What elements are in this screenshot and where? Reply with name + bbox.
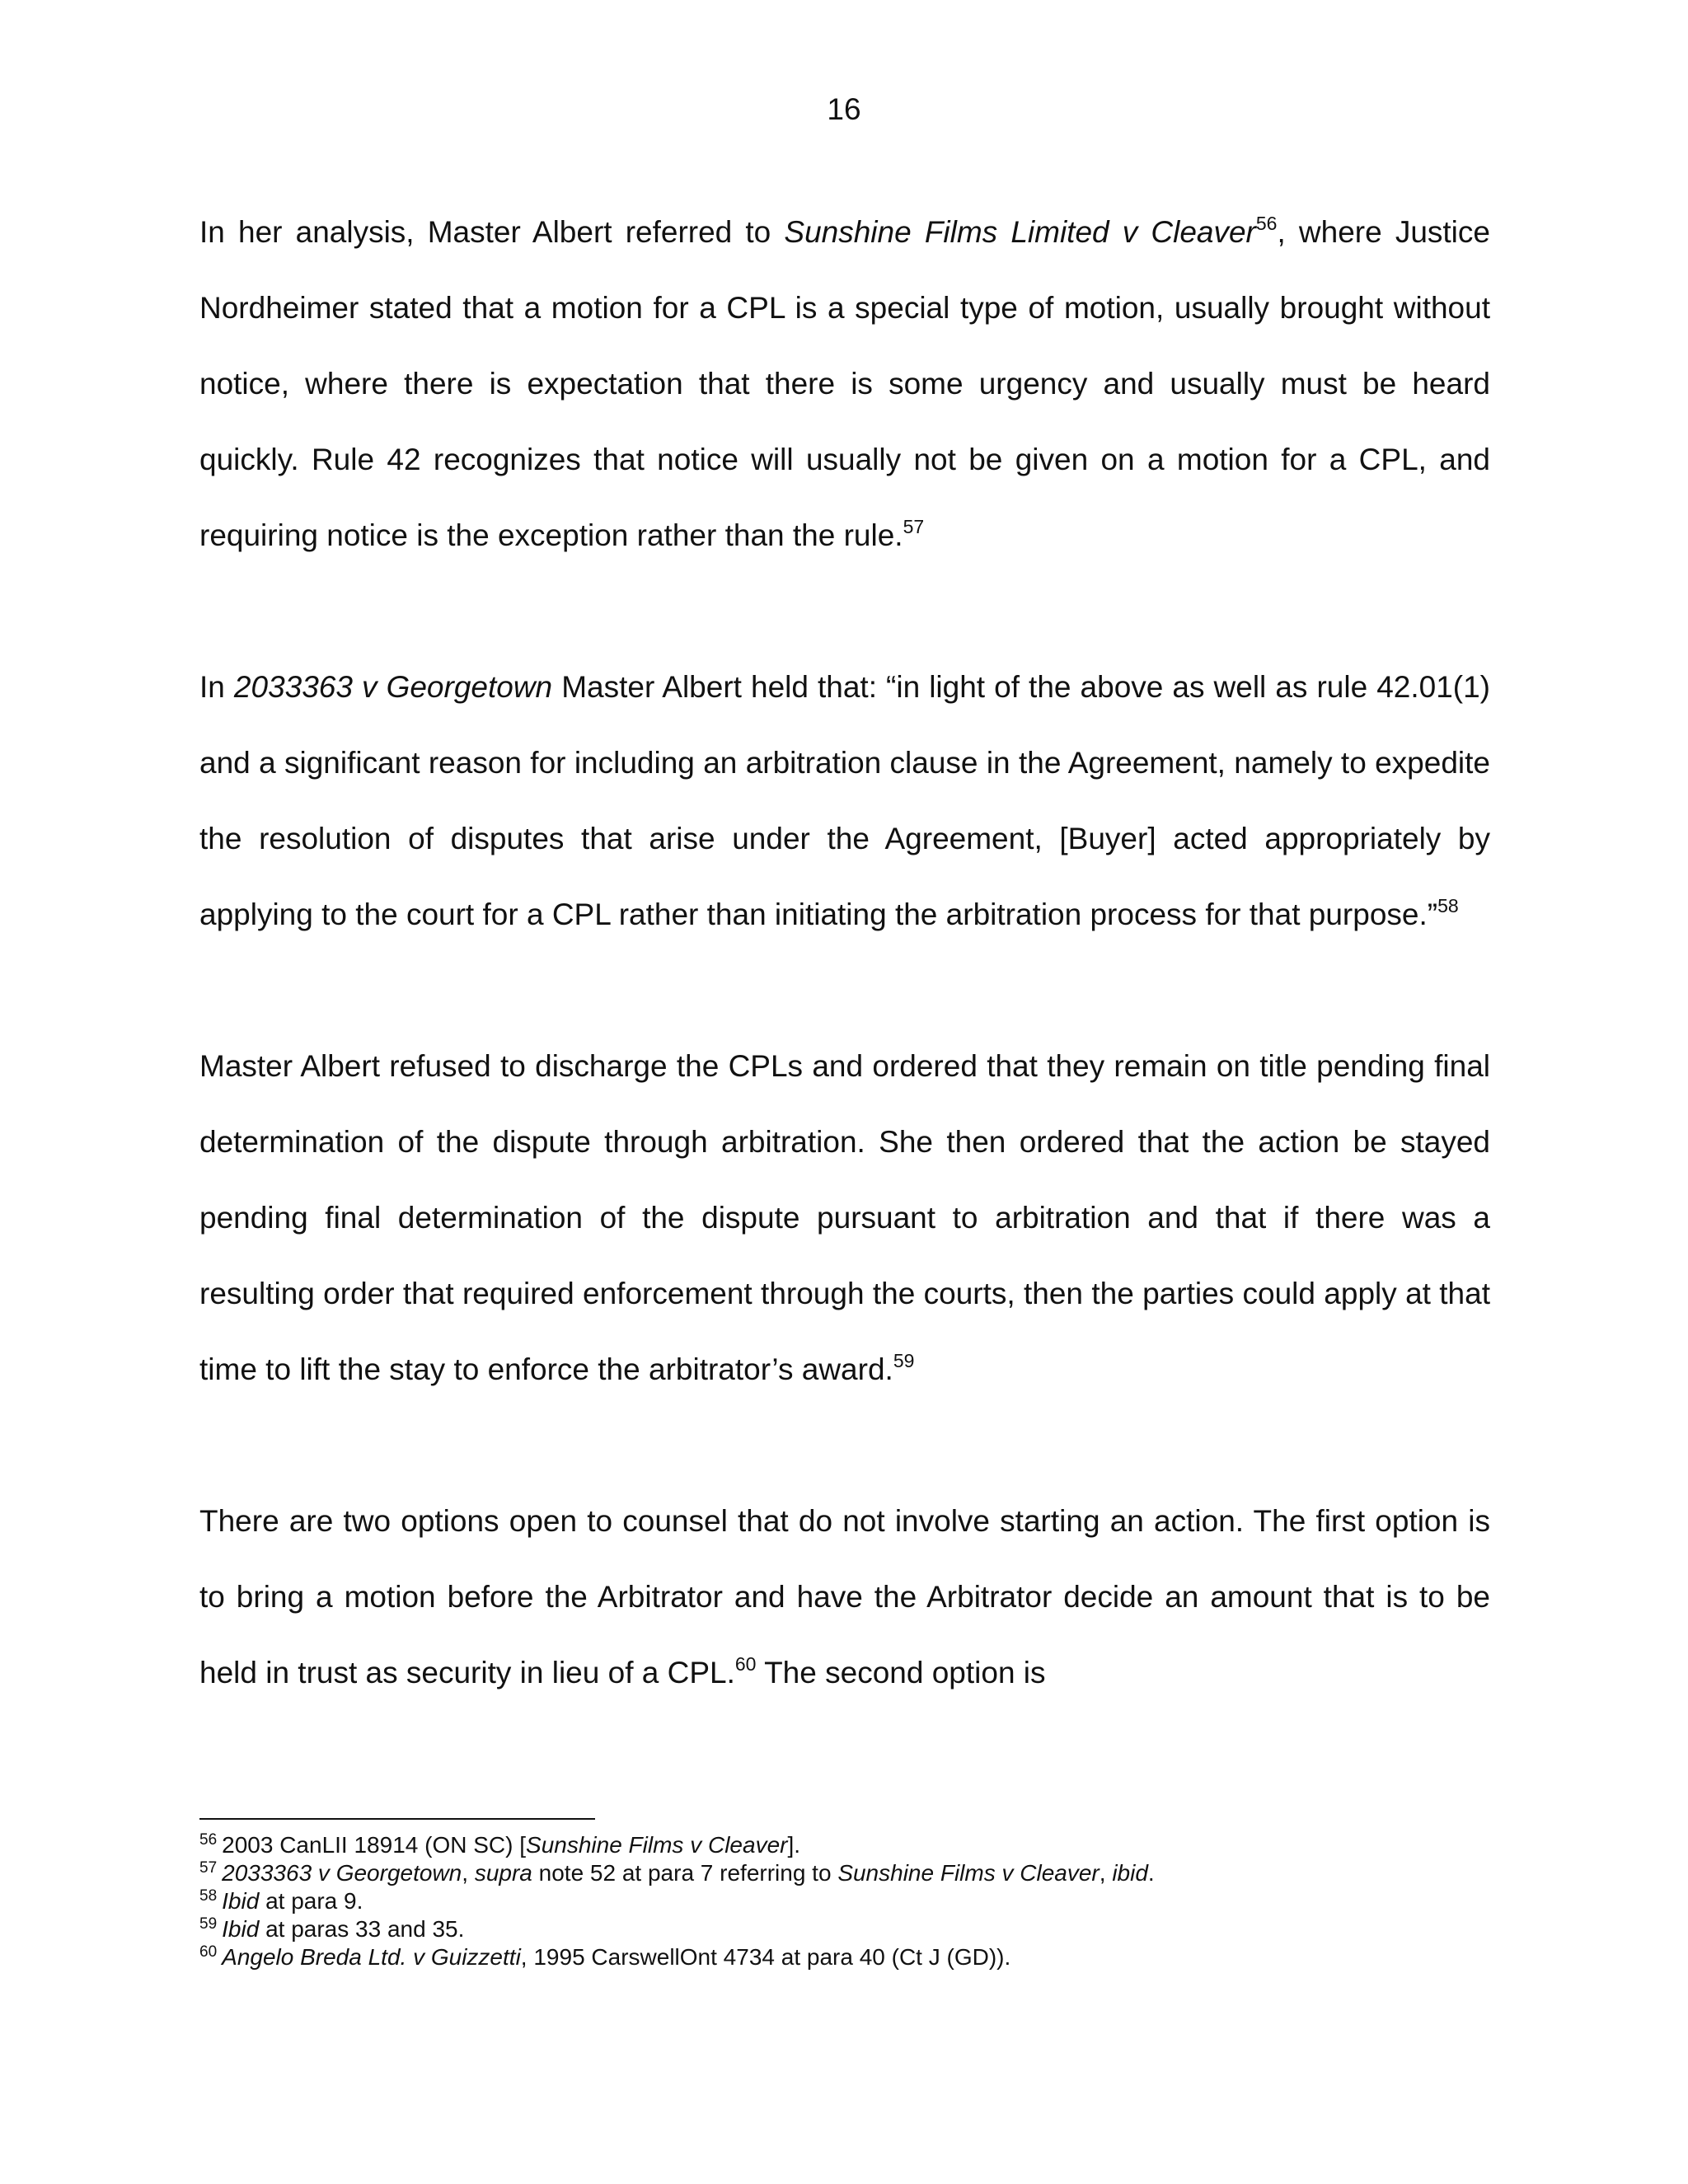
footnote-reference: 56 bbox=[1255, 213, 1278, 234]
footnote-reference: 58 bbox=[1437, 895, 1459, 916]
italic-text: 2033363 v Georgetown bbox=[222, 1860, 462, 1886]
text-run: There are two options open to counsel that do not involve starting an action. The first option is to bring a motion before the Arbitrator and have the Arbitrator decide an amount that is to be held in trust as security in lieu of a CPL. bbox=[199, 1504, 1490, 1690]
text-run: , bbox=[462, 1860, 475, 1886]
footnote-separator bbox=[199, 1818, 595, 1820]
footnote-number: 59 bbox=[199, 1915, 218, 1933]
text-run: , 1995 CarswellOnt 4734 at para 40 (Ct J (GD)). bbox=[520, 1944, 1011, 1970]
footnote bbox=[199, 1831, 1490, 1859]
paragraph bbox=[199, 649, 1490, 953]
text-run: . bbox=[1147, 1860, 1155, 1886]
footnote bbox=[199, 1915, 1490, 1943]
footnote bbox=[199, 1943, 1490, 1971]
italic-text: ibid bbox=[1112, 1860, 1148, 1886]
italic-text: Sunshine Films v Cleaver bbox=[526, 1832, 788, 1858]
text-run: at para 9. bbox=[259, 1888, 363, 1914]
text-run: , where Justice Nordheimer stated that a motion for a CPL is a special type of motion, usually brought without notice, where there is expectation that there is some urgency and usually must be heard quickly. Rule 42 recognizes that notice will usually not be given on a motion for a CPL, and requiring notice is the exception rather than the rule. bbox=[199, 215, 1490, 552]
italic-text: Ibid bbox=[222, 1888, 260, 1914]
paragraph bbox=[199, 1029, 1490, 1408]
text-run: 2003 CanLII 18914 (ON SC) [ bbox=[222, 1832, 527, 1858]
italic-text: 2033363 v Georgetown bbox=[233, 670, 553, 704]
italic-text: Sunshine Films Limited v Cleaver bbox=[784, 215, 1256, 249]
paragraph bbox=[199, 1483, 1490, 1711]
footnote-number: 56 bbox=[199, 1831, 218, 1849]
text-run: ]. bbox=[787, 1832, 801, 1858]
italic-text: Angelo Breda Ltd. v Guizzetti bbox=[222, 1944, 521, 1970]
footnotes bbox=[199, 1831, 1490, 1971]
footnote-number: 57 bbox=[199, 1859, 218, 1877]
text-run: , bbox=[1099, 1860, 1113, 1886]
text-run: Master Albert held that: “in light of the above as well as rule 42.01(1) and a significant reason for including an arbitration clause in the Agreement, namely to expedite the resolution of disputes that arise under the Agreement, [Buyer] acted appropriately by applying to the court for a CPL rather than initiating the arbitration process for that purpose.” bbox=[199, 670, 1491, 931]
text-run: The second option is bbox=[756, 1656, 1046, 1690]
footnote-reference: 60 bbox=[734, 1653, 757, 1675]
text-run: Master Albert refused to discharge the CPLs and ordered that they remain on title pending final determination of the dispute through arbitration. She then ordered that the action be stayed pending final determination of the dispute pursuant to arbitration and that if there was a resulting order that required enforcement through the courts, then the parties could apply at that time to lift the stay to enforce the arbitrator’s award. bbox=[199, 1049, 1490, 1386]
italic-text: Sunshine Films v Cleaver bbox=[837, 1860, 1100, 1886]
body-text bbox=[199, 194, 1490, 1711]
footnote bbox=[199, 1859, 1490, 1887]
paragraph bbox=[199, 194, 1490, 574]
italic-text: Ibid bbox=[222, 1916, 260, 1942]
text-run: note 52 at para 7 referring to bbox=[532, 1860, 838, 1886]
text-run: In her analysis, Master Albert referred to bbox=[199, 215, 785, 249]
text-run: In bbox=[199, 670, 234, 704]
footnote-number: 60 bbox=[199, 1943, 218, 1961]
footnote bbox=[199, 1887, 1490, 1915]
footnote-reference: 59 bbox=[893, 1350, 915, 1371]
footnote-number: 58 bbox=[199, 1887, 218, 1905]
italic-text: supra bbox=[474, 1860, 532, 1886]
text-run: at paras 33 and 35. bbox=[259, 1916, 465, 1942]
footnote-reference: 57 bbox=[903, 516, 925, 537]
page-number: 16 bbox=[827, 92, 861, 126]
